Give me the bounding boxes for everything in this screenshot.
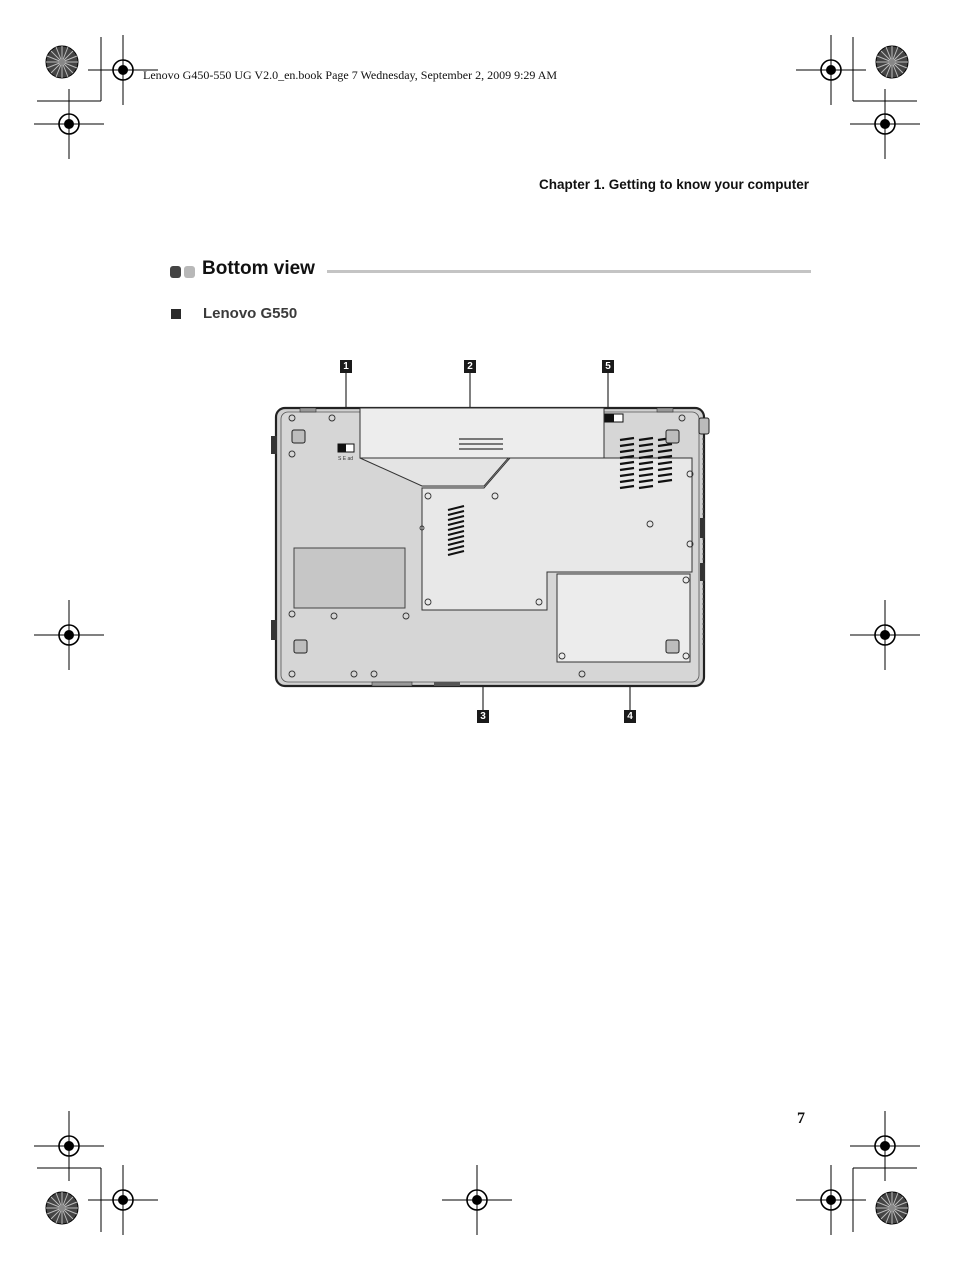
callout-5: 5 — [602, 360, 614, 373]
switch-labels: S E ad — [338, 456, 354, 462]
callout-3: 3 — [477, 710, 489, 723]
callout-2: 2 — [464, 360, 476, 373]
section-title: Bottom view — [202, 258, 315, 279]
page-number: 7 — [797, 1110, 805, 1127]
chapter-title: Chapter 1. Getting to know your computer — [538, 177, 809, 192]
book-file-header: Lenovo G450-550 UG V2.0_en.book Page 7 Wednesday, September 2, 2009 9:29 AM — [143, 68, 558, 82]
laptop-bottom-illustration — [262, 398, 712, 698]
model-name: Lenovo G550 — [203, 305, 298, 322]
callout-1: 1 — [340, 360, 352, 373]
callout-4: 4 — [624, 710, 636, 723]
